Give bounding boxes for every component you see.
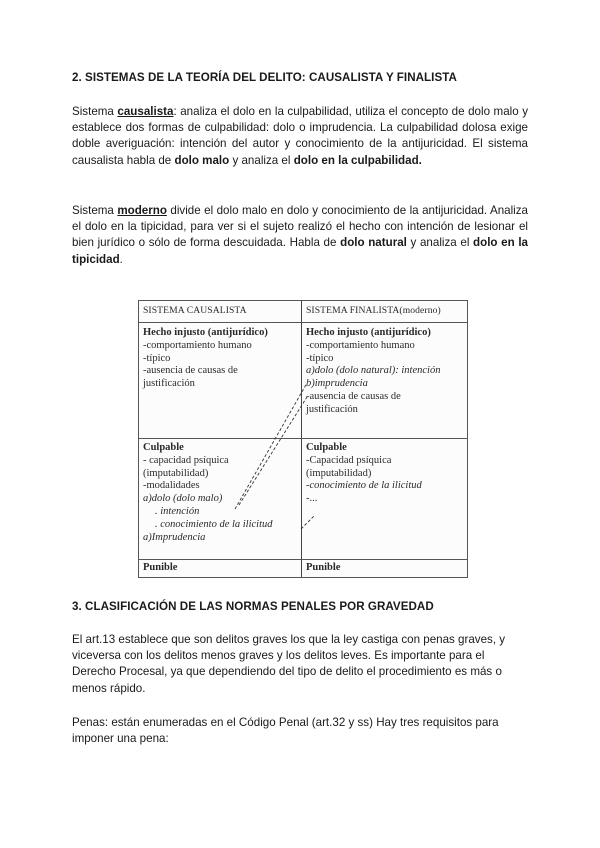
term-dolo-malo: dolo malo (174, 153, 230, 167)
cell-line: - capacidad psíquica (143, 454, 229, 466)
col2-header: SISTEMA FINALISTA(moderno) (306, 305, 441, 316)
cell-line: a)dolo (dolo malo) (143, 493, 223, 505)
cell-title: Hecho injusto (antijurídico) (306, 327, 431, 338)
text: divide el dolo malo en dolo y conocimiento de la antijuricidad. Analiza el dolo en la tipicidad, para ver si el sujeto realizó el hecho con intención de lesionar el bien jurídico o sólo de forma descuidada. Habla de (72, 204, 528, 250)
cell-line: a)dolo (dolo natural): intención (306, 365, 441, 377)
cell-line: (imputabilidad) (143, 467, 209, 479)
text: : analiza el dolo en la culpabilidad, utiliza el concepto de dolo malo y establece dos formas de culpabilidad: dolo o imprudencia. La culpabilidad dolosa exige doble averiguación: intención del autor y conocimiento de la antijuricidad. El sistema causalista habla de (72, 105, 528, 167)
cell-line: justificación (306, 403, 358, 415)
row3-left-cell: Punible (143, 562, 178, 573)
dashed-arrows (139, 301, 467, 577)
cell-line: -típico (143, 352, 171, 364)
section-3-heading: 3. CLASIFICACIÓN DE LAS NORMAS PENALES POR GRAVEDAD (72, 600, 434, 613)
text: y analiza el (406, 236, 474, 250)
text: Sistema (72, 105, 118, 118)
term-dolo-culpabilidad: dolo en la culpabilidad. (293, 153, 422, 167)
cell-line: -típico (306, 352, 334, 364)
section-2-heading: 2. SISTEMAS DE LA TEORÍA DEL DELITO: CAUSALISTA Y FINALISTA (72, 71, 457, 84)
cell-line: (imputabilidad) (306, 467, 372, 479)
paragraph-penas: Penas: están enumeradas en el Código Penal (art.32 y ss) Hay tres requisitos para imponer una pena: (72, 716, 499, 746)
cell-line: -comportamiento humano (306, 339, 415, 351)
cell-line: . intención (155, 505, 200, 517)
paragraph-causalista (72, 104, 528, 169)
cell-line: -ausencia de causas de (143, 365, 238, 377)
text: Sistema (72, 204, 118, 217)
cell-line: -Capacidad psíquica (306, 454, 392, 466)
term-dolo-natural: dolo natural (340, 236, 407, 250)
cell-line: justificación (143, 378, 195, 390)
cell-line: a)Imprudencia (143, 531, 206, 543)
cell-line: . conocimiento de la ilicitud (155, 518, 273, 530)
arrow-imprudencia (239, 397, 307, 505)
cell-line: -comportamiento humano (143, 339, 252, 351)
cell-title: Hecho injusto (antijurídico) (143, 327, 268, 338)
text: y analiza el (229, 153, 294, 167)
text: . (119, 252, 123, 266)
cell-line: -... (306, 493, 318, 505)
cell-title: Culpable (143, 442, 184, 453)
term-dolo-tipicidad: dolo en la tipicidad (72, 236, 529, 266)
comparison-table (138, 300, 468, 578)
term-causalista: causalista (117, 105, 174, 118)
cell-line: b)imprudencia (306, 378, 368, 390)
row3-right-cell: Punible (306, 562, 341, 573)
cell-line: -ausencia de causas de (306, 390, 401, 402)
cell-line: -conocimiento de la ilicitud (306, 480, 422, 492)
cell-line: -modalidades (143, 480, 200, 492)
arrow-conocimiento (301, 515, 315, 529)
cell-title: Culpable (306, 442, 347, 453)
arrow-intencion (235, 383, 307, 509)
col1-header: SISTEMA CAUSALISTA (143, 305, 247, 316)
paragraph-moderno (72, 203, 528, 268)
paragraph-art13: El art.13 establece que son delitos graves los que la ley castiga con penas graves, y viceversa con los delitos menos graves y los delitos leves. Es importante para el Derecho Procesal, ya que dependiendo del tipo de delito el procedimiento es más o menos rápido. (72, 633, 506, 695)
term-moderno: moderno (117, 204, 167, 217)
